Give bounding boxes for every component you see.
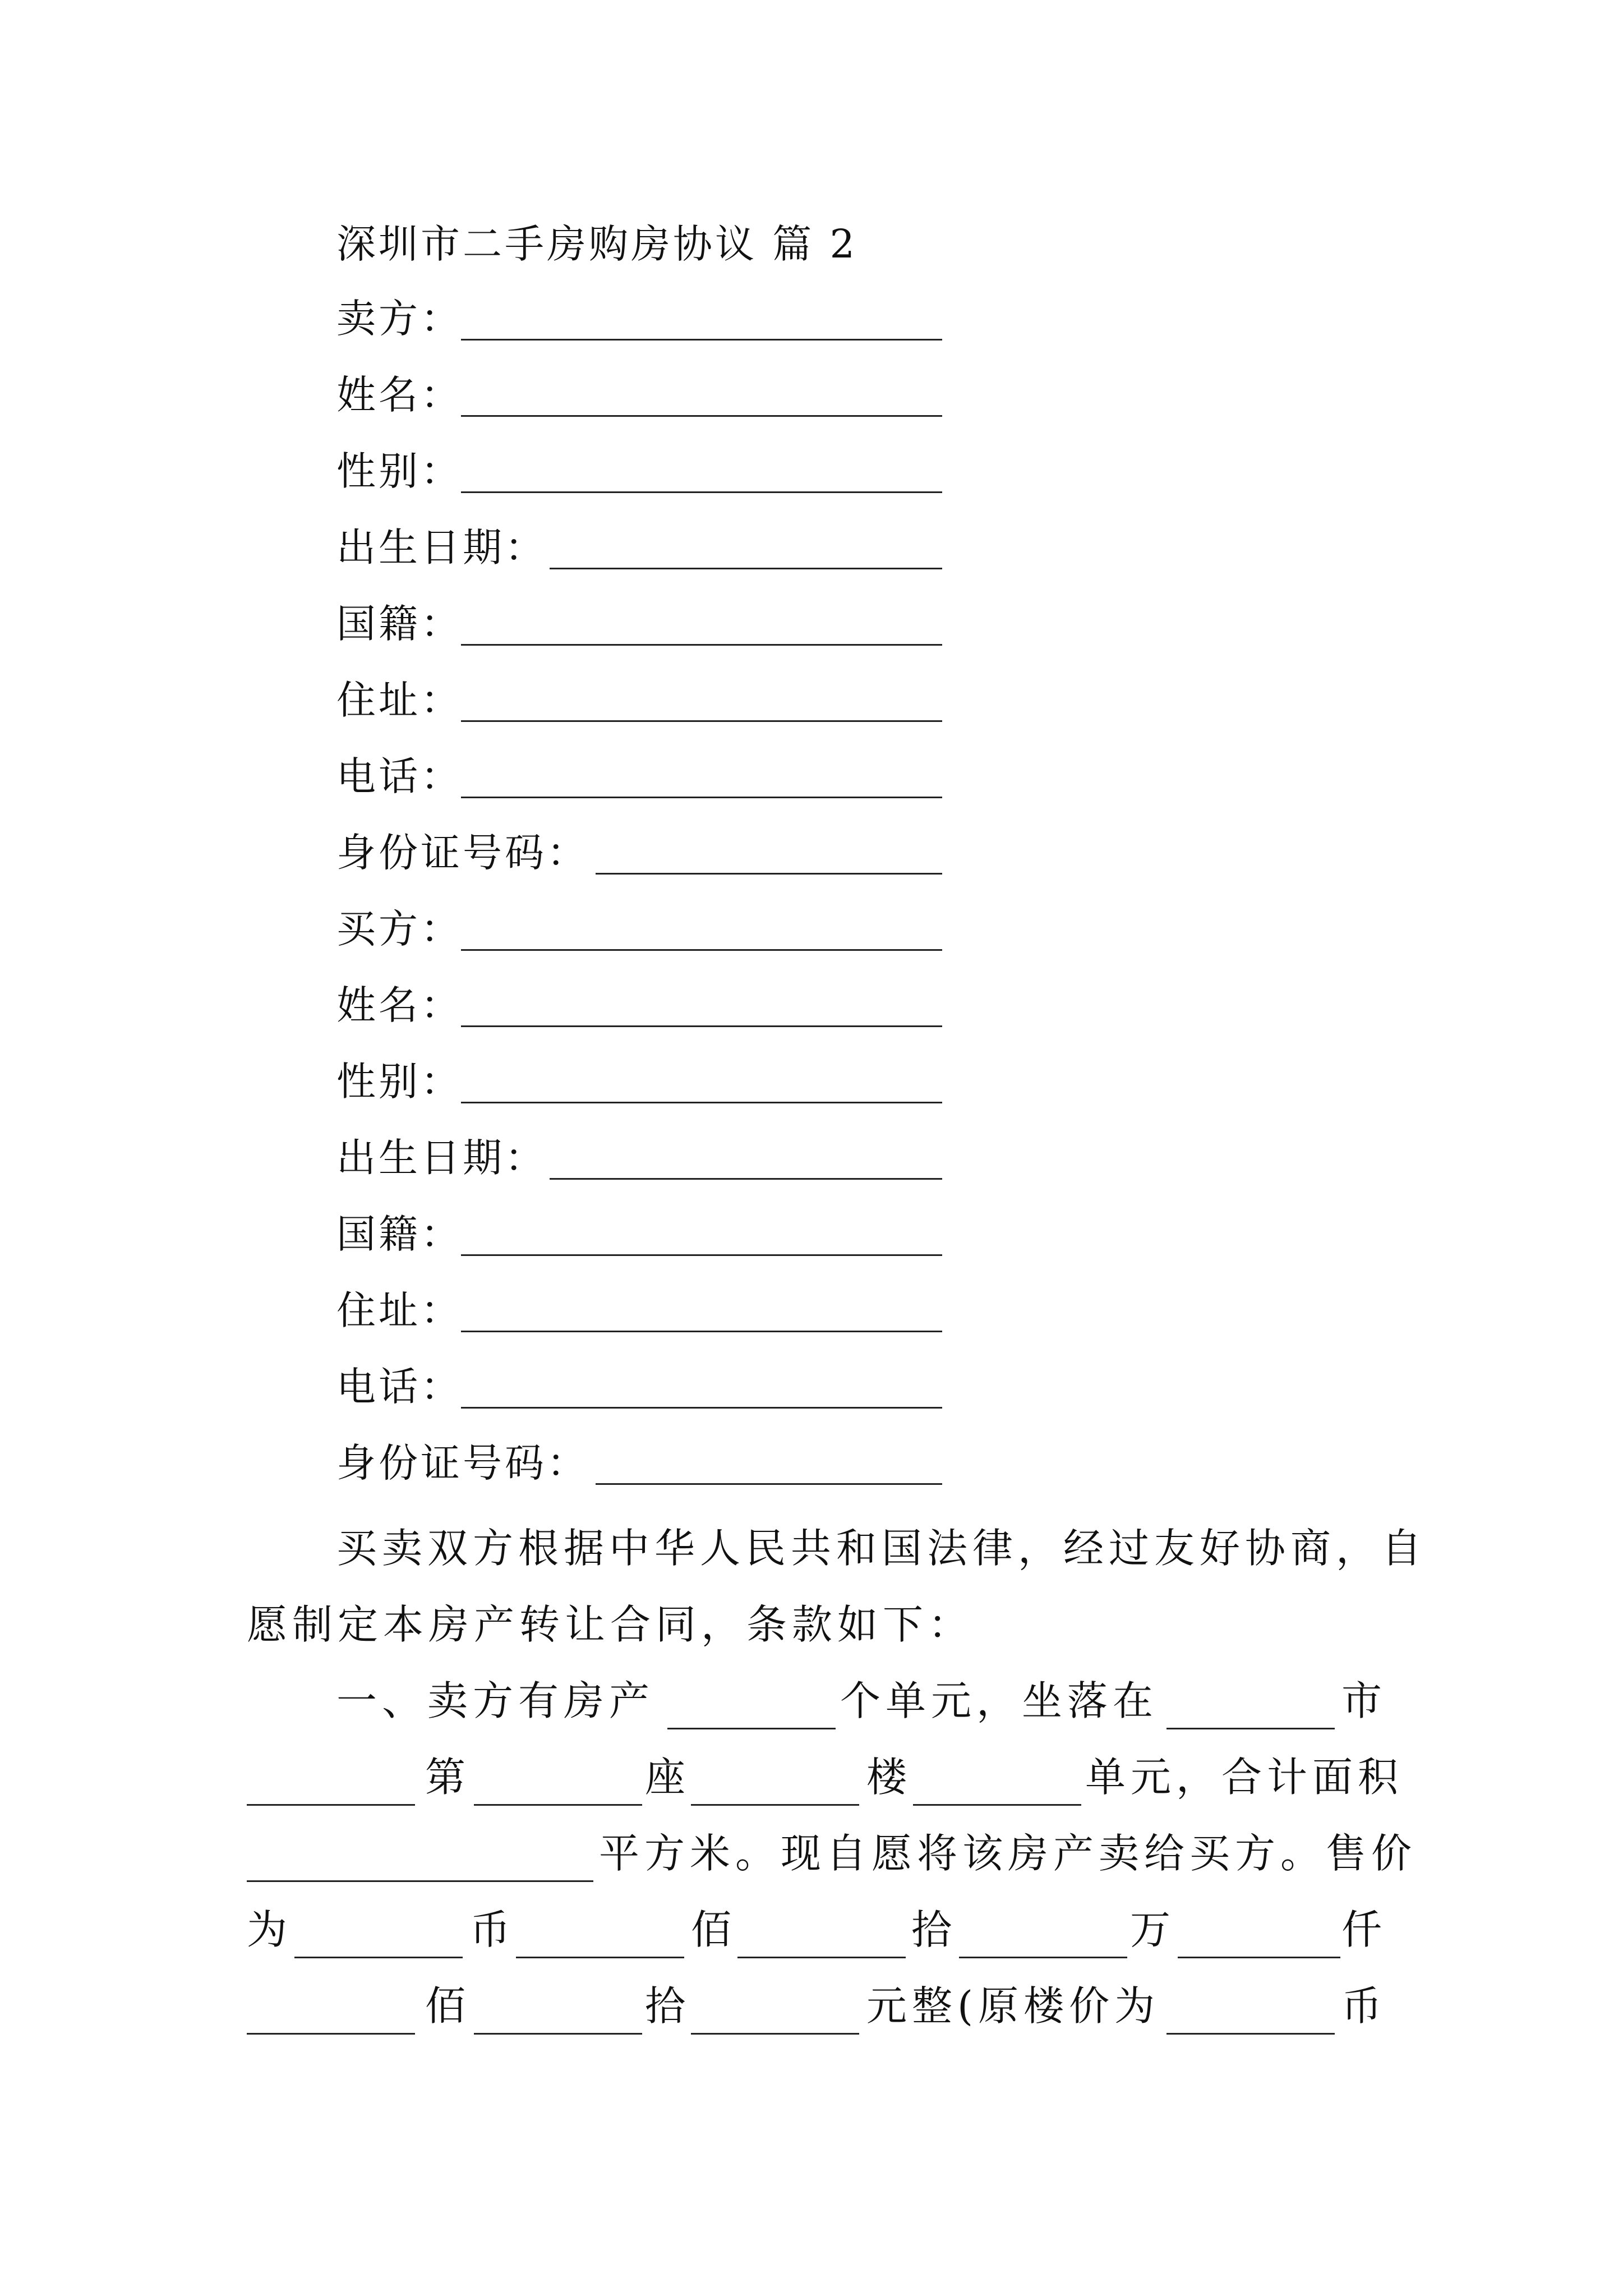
clause1-text-a: 一、卖方有房产 — [336, 1677, 655, 1724]
clause1-baiwan-blank[interactable] — [516, 1957, 684, 1958]
buyer-gender-blank[interactable] — [461, 1102, 942, 1103]
clause1-currency-blank[interactable] — [294, 1957, 463, 1958]
clause1-original-currency-blank[interactable] — [1166, 2033, 1335, 2035]
buyer-gender-label: 性别： — [336, 1059, 463, 1105]
clause1-text-i: 为 — [247, 1906, 288, 1953]
buyer-birthdate-label: 出生日期： — [336, 1135, 547, 1181]
clause1-text-p: 拾 — [645, 1982, 686, 2030]
buyer-id-label: 身份证号码： — [336, 1440, 589, 1486]
clause1-text-r: 币 — [1341, 1982, 1382, 2030]
seller-blank[interactable] — [461, 339, 942, 341]
buyer-birthdate-blank[interactable] — [550, 1178, 942, 1180]
clause1-area-blank[interactable] — [247, 1880, 593, 1882]
seller-nationality-blank[interactable] — [461, 644, 942, 646]
clause1-text-d: 第 — [425, 1754, 466, 1801]
clause1-wan-blank[interactable] — [959, 1957, 1127, 1958]
buyer-address-blank[interactable] — [461, 1331, 942, 1332]
seller-address-blank[interactable] — [461, 720, 942, 722]
intro-line-2: 愿制定本房产转让合同，条款如下： — [247, 1601, 974, 1648]
clause1-shiwan-blank[interactable] — [737, 1957, 906, 1958]
clause1-text-j: 币 — [470, 1906, 511, 1953]
buyer-name-label: 姓名： — [336, 982, 463, 1028]
seller-birthdate-label: 出生日期： — [336, 524, 547, 570]
clause1-text-l: 拾 — [911, 1906, 952, 1953]
seller-name-blank[interactable] — [461, 415, 942, 417]
buyer-phone-label: 电话： — [336, 1364, 463, 1410]
seller-label: 卖方： — [336, 296, 463, 342]
clause1-text-b: 个单元，坐落在 — [840, 1677, 1159, 1724]
clause1-block-blank[interactable] — [474, 1804, 642, 1806]
clause1-text-k: 佰 — [691, 1906, 732, 1953]
seller-address-label: 住址： — [336, 677, 463, 723]
buyer-phone-blank[interactable] — [461, 1407, 942, 1409]
intro-line-1: 买卖双方根据中华人民共和国法律，经过友好协商，自 — [336, 1525, 1427, 1572]
buyer-blank[interactable] — [461, 949, 942, 951]
seller-name-label: 姓名： — [336, 372, 463, 418]
clause1-text-q: 元整(原楼价为 — [866, 1982, 1160, 2030]
clause1-qian-blank[interactable] — [1178, 1957, 1340, 1958]
seller-phone-label: 电话： — [336, 753, 463, 799]
seller-phone-blank[interactable] — [461, 797, 942, 798]
seller-gender-blank[interactable] — [461, 491, 942, 493]
buyer-nationality-label: 国籍： — [336, 1211, 463, 1257]
clause1-text-g: 单元，合计面积 — [1085, 1754, 1404, 1801]
clause1-yuan-blank[interactable] — [691, 2033, 859, 2035]
seller-nationality-label: 国籍： — [336, 601, 463, 647]
buyer-label: 买方： — [336, 906, 463, 952]
clause1-text-o: 佰 — [425, 1982, 466, 2030]
buyer-nationality-blank[interactable] — [461, 1254, 942, 1256]
seller-id-blank[interactable] — [596, 873, 942, 875]
clause1-city-blank[interactable] — [1166, 1728, 1335, 1729]
clause1-unit-blank[interactable] — [913, 1804, 1081, 1806]
clause1-text-c: 市 — [1341, 1677, 1382, 1724]
clause1-text-n: 仟 — [1341, 1906, 1382, 1953]
clause1-bai-blank[interactable] — [247, 2033, 415, 2035]
clause1-text-h: 平方米。现自愿将该房产卖给买方。售价 — [599, 1830, 1417, 1877]
buyer-name-blank[interactable] — [461, 1025, 942, 1027]
clause1-text-m: 万 — [1130, 1906, 1171, 1953]
seller-gender-label: 性别： — [336, 448, 463, 494]
clause1-district-blank[interactable] — [247, 1804, 415, 1806]
clause1-text-f: 楼 — [866, 1754, 907, 1801]
seller-id-label: 身份证号码： — [336, 830, 589, 876]
clause1-units-blank[interactable] — [667, 1728, 836, 1729]
seller-birthdate-blank[interactable] — [550, 568, 942, 569]
clause1-floor-blank[interactable] — [691, 1804, 859, 1806]
buyer-address-label: 住址： — [336, 1287, 463, 1333]
clause1-text-e: 座 — [645, 1754, 686, 1801]
document-title: 深圳市二手房购房协议 篇 2 — [336, 221, 858, 267]
buyer-id-blank[interactable] — [596, 1483, 942, 1485]
clause1-shi-blank[interactable] — [474, 2033, 642, 2035]
